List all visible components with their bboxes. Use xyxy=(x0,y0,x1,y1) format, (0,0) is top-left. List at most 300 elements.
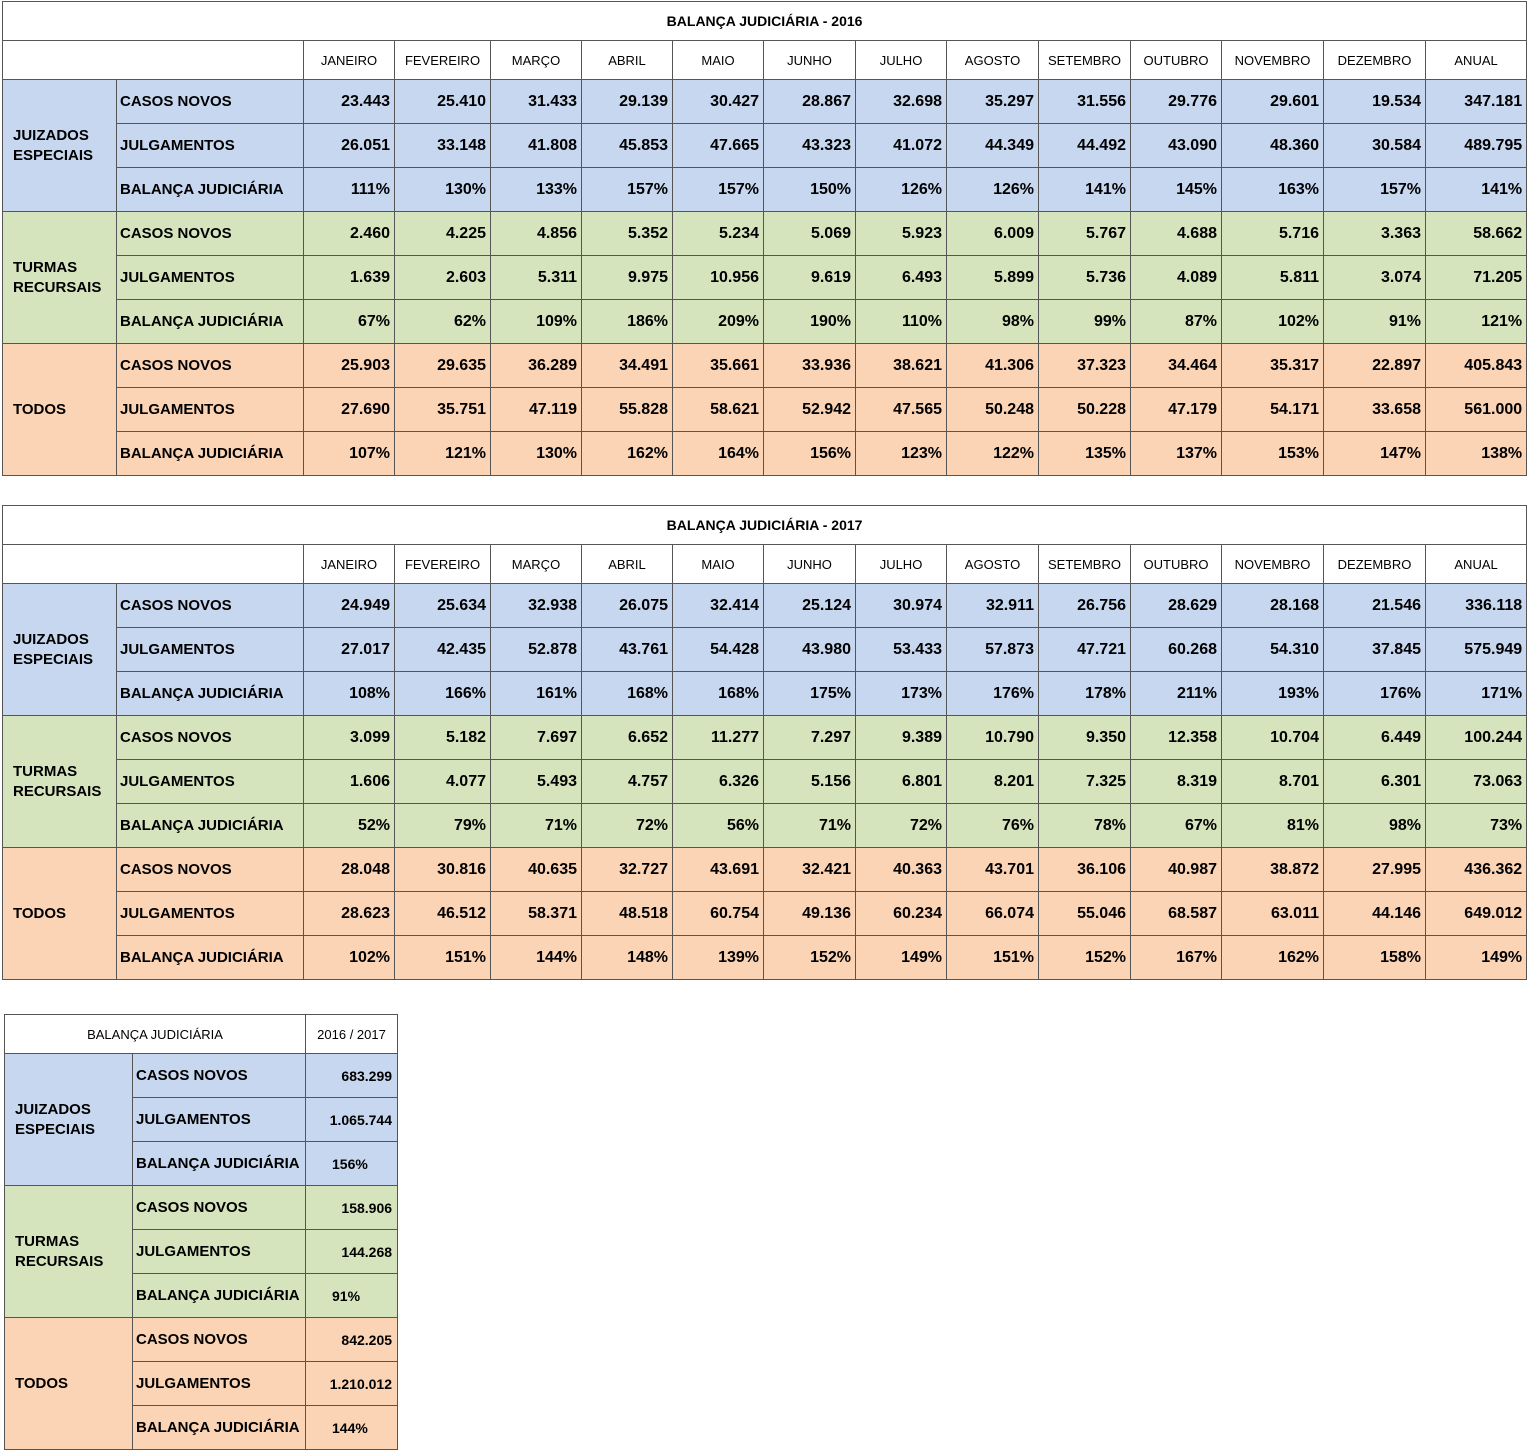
value-cell: 10.956 xyxy=(673,256,764,300)
value-cell: 46.512 xyxy=(395,892,491,936)
value-cell: 176% xyxy=(1324,672,1426,716)
value-cell: 33.658 xyxy=(1324,388,1426,432)
month-header: DEZEMBRO xyxy=(1324,41,1426,80)
value-cell: 73% xyxy=(1426,804,1527,848)
value-cell: 108% xyxy=(304,672,395,716)
value-cell: 11.277 xyxy=(673,716,764,760)
month-header: ABRIL xyxy=(582,545,673,584)
row-label: JULGAMENTOS xyxy=(133,1098,306,1142)
value-cell: 209% xyxy=(673,300,764,344)
value-cell: 166% xyxy=(395,672,491,716)
value-cell: 23.443 xyxy=(304,80,395,124)
row-label: CASOS NOVOS xyxy=(117,80,304,124)
table-row xyxy=(3,344,1527,388)
table-row xyxy=(3,256,1527,300)
value-cell: 683.299 xyxy=(306,1054,398,1098)
month-header: OUTUBRO xyxy=(1131,545,1222,584)
month-header: AGOSTO xyxy=(947,41,1039,80)
value-cell: 176% xyxy=(947,672,1039,716)
value-cell: 6.301 xyxy=(1324,760,1426,804)
value-cell: 34.491 xyxy=(582,344,673,388)
value-cell: 38.621 xyxy=(856,344,947,388)
value-cell: 3.074 xyxy=(1324,256,1426,300)
value-cell: 149% xyxy=(1426,936,1527,980)
value-cell: 79% xyxy=(395,804,491,848)
value-cell: 175% xyxy=(764,672,856,716)
value-cell: 58.621 xyxy=(673,388,764,432)
value-cell: 40.363 xyxy=(856,848,947,892)
value-cell: 35.661 xyxy=(673,344,764,388)
value-cell: 81% xyxy=(1222,804,1324,848)
row-label: BALANÇA JUDICIÁRIA xyxy=(133,1274,306,1318)
value-cell: 25.903 xyxy=(304,344,395,388)
value-cell: 347.181 xyxy=(1426,80,1527,124)
value-cell: 41.808 xyxy=(491,124,582,168)
value-cell: 73.063 xyxy=(1426,760,1527,804)
value-cell: 6.801 xyxy=(856,760,947,804)
value-cell: 30.427 xyxy=(673,80,764,124)
value-cell: 153% xyxy=(1222,432,1324,476)
value-cell: 66.074 xyxy=(947,892,1039,936)
value-cell: 25.410 xyxy=(395,80,491,124)
value-cell: 151% xyxy=(395,936,491,980)
value-cell: 53.433 xyxy=(856,628,947,672)
value-cell: 71% xyxy=(764,804,856,848)
value-cell: 139% xyxy=(673,936,764,980)
row-label: JULGAMENTOS xyxy=(133,1362,306,1406)
value-cell: 5.493 xyxy=(491,760,582,804)
value-cell: 336.118 xyxy=(1426,584,1527,628)
value-cell: 28.048 xyxy=(304,848,395,892)
value-cell: 9.619 xyxy=(764,256,856,300)
value-cell: 43.701 xyxy=(947,848,1039,892)
value-cell: 98% xyxy=(1324,804,1426,848)
value-cell: 168% xyxy=(582,672,673,716)
value-cell: 25.634 xyxy=(395,584,491,628)
value-cell: 158% xyxy=(1324,936,1426,980)
value-cell: 47.565 xyxy=(856,388,947,432)
month-header: FEVEREIRO xyxy=(395,41,491,80)
value-cell: 43.980 xyxy=(764,628,856,672)
group-label: TODOS xyxy=(5,1318,133,1450)
value-cell: 111% xyxy=(304,168,395,212)
row-label: JULGAMENTOS xyxy=(117,892,304,936)
value-cell: 102% xyxy=(304,936,395,980)
value-cell: 126% xyxy=(856,168,947,212)
value-cell: 5.352 xyxy=(582,212,673,256)
header-blank xyxy=(3,41,304,80)
value-cell: 186% xyxy=(582,300,673,344)
value-cell: 27.995 xyxy=(1324,848,1426,892)
value-cell: 1.210.012 xyxy=(306,1362,398,1406)
month-header: MAIO xyxy=(673,545,764,584)
balanca-2017-table xyxy=(2,505,1527,980)
month-header: ANUAL xyxy=(1426,545,1527,584)
value-cell: 47.119 xyxy=(491,388,582,432)
value-cell: 71.205 xyxy=(1426,256,1527,300)
value-cell: 2.603 xyxy=(395,256,491,300)
value-cell: 29.601 xyxy=(1222,80,1324,124)
value-cell: 33.936 xyxy=(764,344,856,388)
value-cell: 156% xyxy=(306,1142,398,1186)
row-label: CASOS NOVOS xyxy=(117,344,304,388)
value-cell: 164% xyxy=(673,432,764,476)
table-row xyxy=(3,716,1527,760)
value-cell: 5.069 xyxy=(764,212,856,256)
row-label: BALANÇA JUDICIÁRIA xyxy=(117,804,304,848)
row-label: CASOS NOVOS xyxy=(133,1186,306,1230)
value-cell: 147% xyxy=(1324,432,1426,476)
group-label: TURMAS RECURSAIS xyxy=(3,212,117,344)
row-label: CASOS NOVOS xyxy=(117,212,304,256)
value-cell: 30.974 xyxy=(856,584,947,628)
value-cell: 4.688 xyxy=(1131,212,1222,256)
month-header: NOVEMBRO xyxy=(1222,545,1324,584)
row-label: JULGAMENTOS xyxy=(133,1230,306,1274)
row-label: BALANÇA JUDICIÁRIA xyxy=(117,672,304,716)
value-cell: 141% xyxy=(1039,168,1131,212)
value-cell: 47.721 xyxy=(1039,628,1131,672)
value-cell: 173% xyxy=(856,672,947,716)
value-cell: 28.168 xyxy=(1222,584,1324,628)
value-cell: 157% xyxy=(1324,168,1426,212)
table-row xyxy=(3,80,1527,124)
value-cell: 72% xyxy=(856,804,947,848)
table-row xyxy=(3,892,1527,936)
value-cell: 28.867 xyxy=(764,80,856,124)
value-cell: 41.072 xyxy=(856,124,947,168)
value-cell: 151% xyxy=(947,936,1039,980)
value-cell: 78% xyxy=(1039,804,1131,848)
row-label: BALANÇA JUDICIÁRIA xyxy=(117,936,304,980)
table-row xyxy=(3,628,1527,672)
row-label: CASOS NOVOS xyxy=(133,1054,306,1098)
value-cell: 35.297 xyxy=(947,80,1039,124)
value-cell: 152% xyxy=(1039,936,1131,980)
group-label: TODOS xyxy=(3,848,117,980)
value-cell: 171% xyxy=(1426,672,1527,716)
value-cell: 6.009 xyxy=(947,212,1039,256)
value-cell: 3.099 xyxy=(304,716,395,760)
table-row xyxy=(3,388,1527,432)
value-cell: 52.942 xyxy=(764,388,856,432)
table-row xyxy=(5,1186,398,1230)
value-cell: 37.845 xyxy=(1324,628,1426,672)
value-cell: 121% xyxy=(395,432,491,476)
value-cell: 561.000 xyxy=(1426,388,1527,432)
month-header: JUNHO xyxy=(764,545,856,584)
table-row xyxy=(5,1318,398,1362)
value-cell: 8.201 xyxy=(947,760,1039,804)
value-cell: 54.310 xyxy=(1222,628,1324,672)
value-cell: 10.790 xyxy=(947,716,1039,760)
value-cell: 58.371 xyxy=(491,892,582,936)
value-cell: 157% xyxy=(582,168,673,212)
row-label: JULGAMENTOS xyxy=(117,388,304,432)
balanca-2016-table xyxy=(2,1,1527,476)
value-cell: 27.690 xyxy=(304,388,395,432)
group-label: TURMAS RECURSAIS xyxy=(3,716,117,848)
group-label: JUIZADOS ESPECIAIS xyxy=(3,584,117,716)
group-label: TODOS xyxy=(3,344,117,476)
table-row xyxy=(3,584,1527,628)
value-cell: 3.363 xyxy=(1324,212,1426,256)
value-cell: 8.319 xyxy=(1131,760,1222,804)
value-cell: 26.075 xyxy=(582,584,673,628)
row-label: BALANÇA JUDICIÁRIA xyxy=(133,1142,306,1186)
value-cell: 107% xyxy=(304,432,395,476)
value-cell: 436.362 xyxy=(1426,848,1527,892)
value-cell: 38.872 xyxy=(1222,848,1324,892)
month-header: JULHO xyxy=(856,41,947,80)
value-cell: 123% xyxy=(856,432,947,476)
value-cell: 138% xyxy=(1426,432,1527,476)
value-cell: 29.139 xyxy=(582,80,673,124)
month-header: MARÇO xyxy=(491,545,582,584)
month-header: ANUAL xyxy=(1426,41,1527,80)
table-row xyxy=(3,672,1527,716)
value-cell: 178% xyxy=(1039,672,1131,716)
value-cell: 5.736 xyxy=(1039,256,1131,300)
value-cell: 19.534 xyxy=(1324,80,1426,124)
value-cell: 144% xyxy=(491,936,582,980)
month-header: FEVEREIRO xyxy=(395,545,491,584)
value-cell: 36.289 xyxy=(491,344,582,388)
value-cell: 28.629 xyxy=(1131,584,1222,628)
row-label: BALANÇA JUDICIÁRIA xyxy=(117,168,304,212)
value-cell: 60.754 xyxy=(673,892,764,936)
value-cell: 68.587 xyxy=(1131,892,1222,936)
value-cell: 44.146 xyxy=(1324,892,1426,936)
value-cell: 5.923 xyxy=(856,212,947,256)
value-cell: 6.652 xyxy=(582,716,673,760)
value-cell: 67% xyxy=(1131,804,1222,848)
value-cell: 22.897 xyxy=(1324,344,1426,388)
value-cell: 45.853 xyxy=(582,124,673,168)
table-row xyxy=(3,300,1527,344)
value-cell: 29.635 xyxy=(395,344,491,388)
value-cell: 1.639 xyxy=(304,256,395,300)
value-cell: 55.046 xyxy=(1039,892,1131,936)
value-cell: 32.911 xyxy=(947,584,1039,628)
balanca-summary-table xyxy=(4,1014,398,1450)
value-cell: 76% xyxy=(947,804,1039,848)
row-label: JULGAMENTOS xyxy=(117,760,304,804)
value-cell: 649.012 xyxy=(1426,892,1527,936)
value-cell: 33.148 xyxy=(395,124,491,168)
value-cell: 5.311 xyxy=(491,256,582,300)
row-label: JULGAMENTOS xyxy=(117,124,304,168)
value-cell: 5.811 xyxy=(1222,256,1324,300)
value-cell: 44.349 xyxy=(947,124,1039,168)
value-cell: 168% xyxy=(673,672,764,716)
value-cell: 162% xyxy=(582,432,673,476)
value-cell: 99% xyxy=(1039,300,1131,344)
value-cell: 5.182 xyxy=(395,716,491,760)
month-header: DEZEMBRO xyxy=(1324,545,1426,584)
month-header: MARÇO xyxy=(491,41,582,80)
value-cell: 109% xyxy=(491,300,582,344)
value-cell: 489.795 xyxy=(1426,124,1527,168)
value-cell: 29.776 xyxy=(1131,80,1222,124)
value-cell: 12.358 xyxy=(1131,716,1222,760)
value-cell: 52.878 xyxy=(491,628,582,672)
value-cell: 91% xyxy=(306,1274,398,1318)
value-cell: 32.414 xyxy=(673,584,764,628)
value-cell: 67% xyxy=(304,300,395,344)
value-cell: 405.843 xyxy=(1426,344,1527,388)
value-cell: 102% xyxy=(1222,300,1324,344)
value-cell: 24.949 xyxy=(304,584,395,628)
month-header: SETEMBRO xyxy=(1039,545,1131,584)
value-cell: 1.065.744 xyxy=(306,1098,398,1142)
value-cell: 7.697 xyxy=(491,716,582,760)
table-row xyxy=(5,1054,398,1098)
table-row xyxy=(3,848,1527,892)
value-cell: 162% xyxy=(1222,936,1324,980)
value-cell: 4.077 xyxy=(395,760,491,804)
table-row xyxy=(3,760,1527,804)
month-header: AGOSTO xyxy=(947,545,1039,584)
value-cell: 7.297 xyxy=(764,716,856,760)
value-cell: 100.244 xyxy=(1426,716,1527,760)
value-cell: 32.727 xyxy=(582,848,673,892)
value-cell: 8.701 xyxy=(1222,760,1324,804)
value-cell: 50.248 xyxy=(947,388,1039,432)
value-cell: 30.584 xyxy=(1324,124,1426,168)
value-cell: 110% xyxy=(856,300,947,344)
value-cell: 4.225 xyxy=(395,212,491,256)
month-header: OUTUBRO xyxy=(1131,41,1222,80)
value-cell: 56% xyxy=(673,804,764,848)
value-cell: 25.124 xyxy=(764,584,856,628)
row-label: CASOS NOVOS xyxy=(117,584,304,628)
value-cell: 157% xyxy=(673,168,764,212)
value-cell: 35.317 xyxy=(1222,344,1324,388)
row-label: JULGAMENTOS xyxy=(117,628,304,672)
value-cell: 32.938 xyxy=(491,584,582,628)
table-row xyxy=(3,168,1527,212)
value-cell: 60.268 xyxy=(1131,628,1222,672)
value-cell: 842.205 xyxy=(306,1318,398,1362)
value-cell: 4.757 xyxy=(582,760,673,804)
value-cell: 167% xyxy=(1131,936,1222,980)
value-cell: 35.751 xyxy=(395,388,491,432)
value-cell: 145% xyxy=(1131,168,1222,212)
value-cell: 2.460 xyxy=(304,212,395,256)
value-cell: 30.816 xyxy=(395,848,491,892)
value-cell: 32.698 xyxy=(856,80,947,124)
value-cell: 137% xyxy=(1131,432,1222,476)
table-title: BALANÇA JUDICIÁRIA - 2017 xyxy=(3,506,1527,545)
group-label: JUIZADOS ESPECIAIS xyxy=(3,80,117,212)
value-cell: 28.623 xyxy=(304,892,395,936)
value-cell: 26.756 xyxy=(1039,584,1131,628)
value-cell: 21.546 xyxy=(1324,584,1426,628)
value-cell: 121% xyxy=(1426,300,1527,344)
value-cell: 158.906 xyxy=(306,1186,398,1230)
value-cell: 130% xyxy=(491,432,582,476)
month-header: NOVEMBRO xyxy=(1222,41,1324,80)
table-row xyxy=(3,936,1527,980)
value-cell: 36.106 xyxy=(1039,848,1131,892)
value-cell: 575.949 xyxy=(1426,628,1527,672)
month-header: MAIO xyxy=(673,41,764,80)
value-cell: 41.306 xyxy=(947,344,1039,388)
value-cell: 60.234 xyxy=(856,892,947,936)
value-cell: 133% xyxy=(491,168,582,212)
month-header: ABRIL xyxy=(582,41,673,80)
month-header: JANEIRO xyxy=(304,545,395,584)
row-label: CASOS NOVOS xyxy=(117,848,304,892)
value-cell: 5.716 xyxy=(1222,212,1324,256)
value-cell: 63.011 xyxy=(1222,892,1324,936)
value-cell: 150% xyxy=(764,168,856,212)
value-cell: 122% xyxy=(947,432,1039,476)
value-cell: 54.428 xyxy=(673,628,764,672)
value-cell: 48.518 xyxy=(582,892,673,936)
table-row xyxy=(3,804,1527,848)
summary-title: BALANÇA JUDICIÁRIA xyxy=(5,1015,306,1054)
value-cell: 144.268 xyxy=(306,1230,398,1274)
value-cell: 135% xyxy=(1039,432,1131,476)
value-cell: 9.389 xyxy=(856,716,947,760)
value-cell: 43.761 xyxy=(582,628,673,672)
table-row xyxy=(3,432,1527,476)
value-cell: 31.433 xyxy=(491,80,582,124)
value-cell: 91% xyxy=(1324,300,1426,344)
value-cell: 40.987 xyxy=(1131,848,1222,892)
row-label: JULGAMENTOS xyxy=(117,256,304,300)
value-cell: 43.090 xyxy=(1131,124,1222,168)
value-cell: 47.179 xyxy=(1131,388,1222,432)
value-cell: 43.323 xyxy=(764,124,856,168)
value-cell: 71% xyxy=(491,804,582,848)
value-cell: 1.606 xyxy=(304,760,395,804)
value-cell: 149% xyxy=(856,936,947,980)
value-cell: 163% xyxy=(1222,168,1324,212)
month-header: JUNHO xyxy=(764,41,856,80)
table-title: BALANÇA JUDICIÁRIA - 2016 xyxy=(3,2,1527,41)
value-cell: 5.234 xyxy=(673,212,764,256)
row-label: CASOS NOVOS xyxy=(117,716,304,760)
value-cell: 57.873 xyxy=(947,628,1039,672)
value-cell: 52% xyxy=(304,804,395,848)
value-cell: 31.556 xyxy=(1039,80,1131,124)
value-cell: 7.325 xyxy=(1039,760,1131,804)
value-cell: 211% xyxy=(1131,672,1222,716)
value-cell: 141% xyxy=(1426,168,1527,212)
value-cell: 126% xyxy=(947,168,1039,212)
value-cell: 156% xyxy=(764,432,856,476)
value-cell: 144% xyxy=(306,1406,398,1450)
value-cell: 72% xyxy=(582,804,673,848)
value-cell: 152% xyxy=(764,936,856,980)
value-cell: 48.360 xyxy=(1222,124,1324,168)
row-label: CASOS NOVOS xyxy=(133,1318,306,1362)
row-label: BALANÇA JUDICIÁRIA xyxy=(133,1406,306,1450)
value-cell: 148% xyxy=(582,936,673,980)
table-row xyxy=(3,212,1527,256)
header-blank xyxy=(3,545,304,584)
row-label: BALANÇA JUDICIÁRIA xyxy=(117,432,304,476)
value-cell: 49.136 xyxy=(764,892,856,936)
month-header: JANEIRO xyxy=(304,41,395,80)
month-header: SETEMBRO xyxy=(1039,41,1131,80)
value-cell: 161% xyxy=(491,672,582,716)
value-cell: 62% xyxy=(395,300,491,344)
value-cell: 27.017 xyxy=(304,628,395,672)
